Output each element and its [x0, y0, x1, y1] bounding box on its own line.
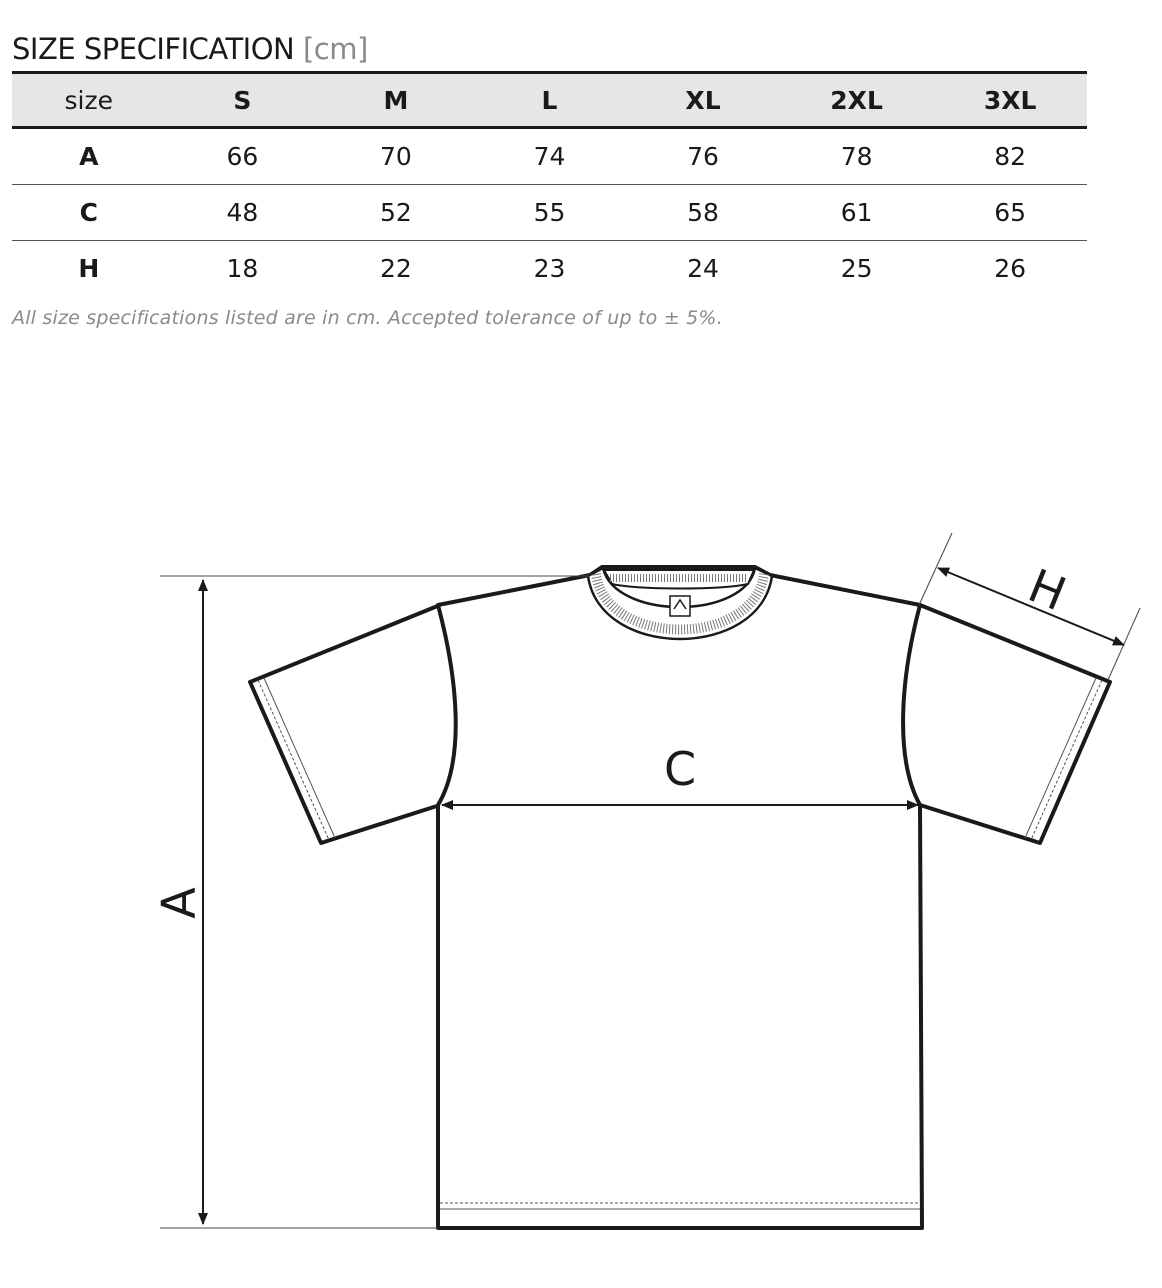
table-cell: 55	[473, 185, 627, 241]
dimension-a-label: A	[151, 887, 206, 919]
table-cell: 48	[166, 185, 320, 241]
column-header: L	[473, 73, 627, 128]
column-header: 3XL	[933, 73, 1087, 128]
table-cell: 78	[780, 128, 934, 185]
right-sleeve	[920, 605, 1110, 843]
table-cell: 82	[933, 128, 1087, 185]
left-sleeve	[250, 605, 440, 843]
table-cell: 18	[226, 254, 259, 283]
dimension-h-label: H	[1021, 558, 1074, 622]
dimension-c-label: C	[663, 742, 697, 796]
column-header: M	[319, 73, 473, 128]
table-cell: 74	[473, 128, 627, 185]
title-unit: [cm]	[302, 32, 368, 66]
tolerance-note: All size specifications listed are in cm. Accepted tolerance of up to ± 5%.	[12, 307, 723, 329]
table-cell: 65	[933, 185, 1087, 241]
column-header: 2XL	[780, 73, 934, 128]
column-header: XL	[626, 73, 780, 128]
row-label: H	[78, 254, 100, 283]
table-cell: 22	[380, 254, 412, 283]
row-label: A	[12, 128, 166, 185]
shirt-body	[438, 567, 922, 1228]
table-cell: 70	[319, 128, 473, 185]
row-label: C	[12, 185, 166, 241]
table-cell: 61	[780, 185, 934, 241]
title-text: SIZE SPECIFICATION	[12, 32, 295, 66]
table-cell: 52	[319, 185, 473, 241]
table-cell: 26	[994, 254, 1027, 283]
table-cell: 24	[687, 254, 719, 283]
table-cell: 58	[626, 185, 780, 241]
table-cell: 76	[626, 128, 780, 185]
table-cell: 23	[533, 254, 566, 283]
column-header: S	[166, 73, 320, 128]
table-cell: 66	[166, 128, 320, 185]
table-cell: 25	[840, 254, 873, 283]
column-header: size	[12, 73, 166, 128]
